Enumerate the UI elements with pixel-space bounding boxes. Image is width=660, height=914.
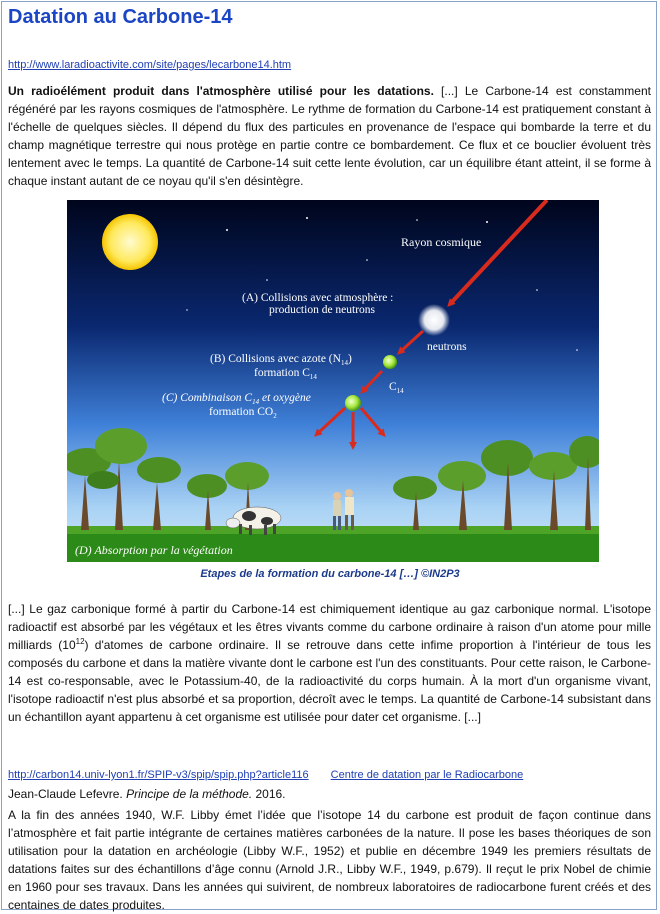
source-link-1[interactable]: http://www.laradioactivite.com/site/pages/lecarbone14.htm bbox=[8, 59, 292, 71]
intro-text: [...] Le Carbone-14 est constamment régénéré par les rayons cosmiques de l'atmosphère. Le rythme de formation du Carbone-14 est pratiquement constant à l'échelle de quelques siècles. Il dépend du flux des particules en provenance de l'espace qui bombarde la terre et du champ magnétique terrestre qui nous protège en partie contre ce bombardement. Ce flux et ce bouclier évoluent très lentement avec le temps. La quantité de Carbone-14 suit cette lente évolution, car un équilibre étant atteint, il se forme à chaque instant autant de ce noyau qu'il s'en désintègre. bbox=[8, 84, 651, 188]
body-paragraph-3: A la fin des années 1940, W.F. Libby émet l’idée que l’isotope 14 du carbone est produit de façon continue dans l’atmosphère et fait partie intégrante de certaines matières carbonées de la nature. Il pose les bases théoriques de son utilisation pour la datation en archéologie (Libby W.F., 1952) et publie en décembre 1949 les premiers résultats de datations faites sur des échantillons d’âge connu (Arnold J.R., Libby W.F., 1949, p.679). Il reçut le prix Nobel de chimie en 1960 pour ses travaux. Dans les années qui suivirent, de nombreux laboratoires de radiocarbone furent créés et des centaines de dates produites. bbox=[8, 808, 651, 912]
step-a-label-line2: production de neutrons bbox=[269, 304, 376, 316]
step-b-label-line1: (B) Collisions avec azote $(N_{14})$ bbox=[210, 353, 352, 367]
step-c-label-line1: (C) Combinaison $C_{14}$ et oxygène bbox=[162, 392, 311, 406]
carbon14-formation-figure bbox=[67, 200, 599, 562]
source-link-2-label[interactable]: Centre de datation par le Radiocarbone bbox=[330, 769, 524, 781]
source-link-2[interactable]: http://carbon14.univ-lyon1.fr/SPIP-v3/spip/spip.php?article116 bbox=[8, 769, 309, 781]
neutrons-label: neutrons bbox=[427, 341, 467, 353]
nitrogen-particle-icon bbox=[383, 355, 397, 369]
intro-paragraph bbox=[8, 82, 651, 190]
cosmic-ray-label: Rayon cosmique bbox=[401, 235, 482, 249]
body-paragraph-2: [...] Le gaz carbonique formé à partir du Carbone-14 est chimiquement identique au gaz carbonique normal. L'isotope radioactif est absorbé par les végétaux et les êtres vivants comme du carbone ordinaire à raison d'un atome pour mille milliards $(10^{12})$ d'atomes de carbone ordinaire. Il se retrouve dans cette infime proportion à l'intérieur de tous les composés du carbone et dans la matière vivante dont le carbone est l'un des constituants. Pour cette raison, le Carbone-14 est co-responsable, avec le Potassium-40, de la radioactivité du corps humain. À la mort d'un organisme vivant, l'isotope radioactif n'est plus absorbé et sa proportion, décroît avec le temps. La quantité de Carbone-14 subsistant dans un échantillon ayant appartenu à cet organisme est utilisée pour dater cet organisme. [...] bbox=[8, 602, 651, 724]
document-page bbox=[8, 4, 652, 912]
step-a-label-line1: (A) Collisions avec atmosphère : bbox=[242, 292, 394, 304]
step-b-label-line2: formation $C_{14}$ bbox=[254, 367, 317, 381]
step-c-label-line2: formation $CO_2$ bbox=[209, 406, 277, 420]
intro-bold-lead: Un radioélément produit dans l'atmosphère utilisé pour les datations. bbox=[8, 84, 434, 98]
sun-icon bbox=[102, 214, 158, 270]
figure-caption: Etapes de la formation du carbone-14 […] ©IN2P3 bbox=[200, 568, 460, 580]
source-links-row bbox=[8, 769, 523, 781]
c14-particle-icon bbox=[345, 395, 361, 411]
c14-label: $C_{14}$ bbox=[389, 381, 404, 395]
step-d-label: (D) Absorption par la végétation bbox=[75, 543, 233, 557]
page-title: Datation au Carbone-14 bbox=[8, 6, 233, 28]
citation: Jean-Claude Lefevre. Principe de la méthode. 2016. bbox=[8, 787, 286, 801]
